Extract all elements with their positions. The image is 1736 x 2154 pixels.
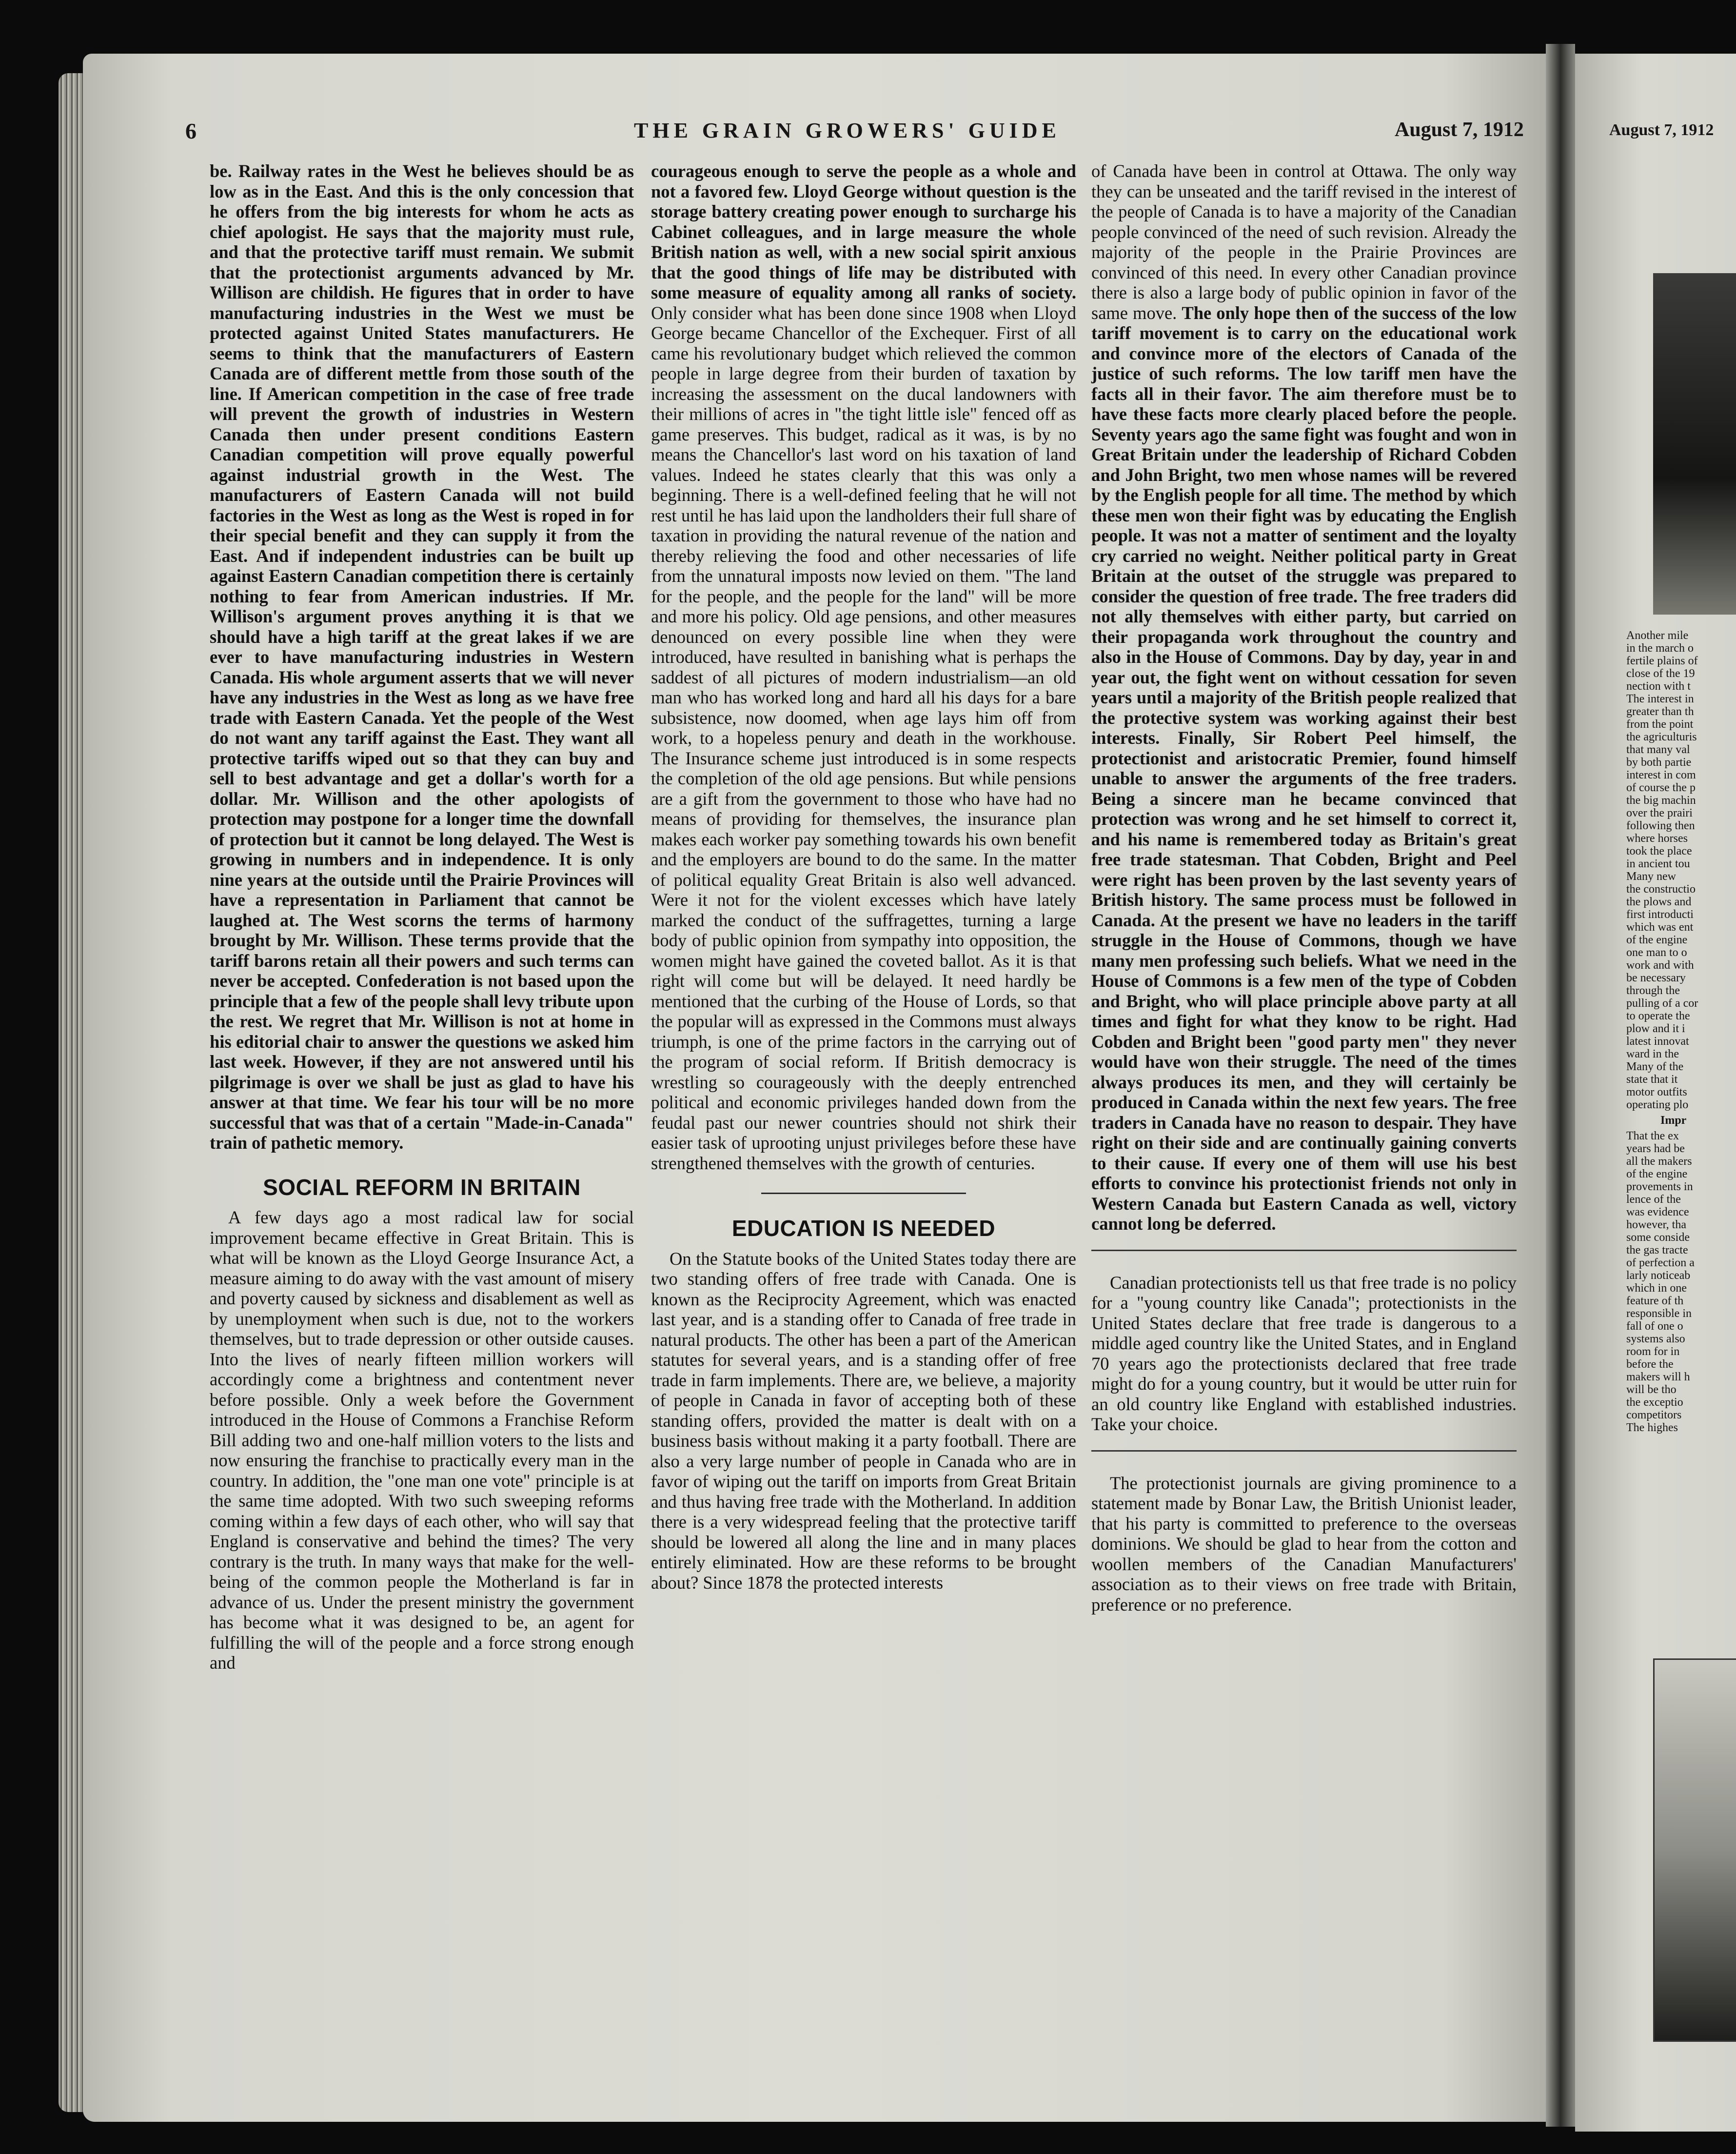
next-page-line: nection with t	[1626, 680, 1691, 693]
next-page-line: responsible in	[1626, 1307, 1692, 1320]
next-page-line: which in one	[1626, 1282, 1687, 1295]
column-1	[210, 161, 634, 1673]
next-page-line: greater than th	[1626, 705, 1694, 718]
page-number: 6	[185, 119, 197, 143]
next-page-line: through the	[1626, 984, 1680, 997]
next-page-line: feature of th	[1626, 1295, 1684, 1307]
next-page-line: That the ex	[1626, 1130, 1679, 1142]
next-page-line: however, tha	[1626, 1218, 1686, 1231]
photo-fragment-top	[1653, 273, 1736, 615]
book-gutter	[1546, 44, 1575, 2127]
next-page-line: makers will h	[1626, 1371, 1690, 1383]
next-page-line: following then	[1626, 819, 1695, 832]
next-page-line: Many new	[1626, 870, 1676, 883]
column-3-body-text: The only hope then of the success of the low tariff movement is to carry on the educational work and convince more of the electors of Canada of the justice of such reforms. The low tariff men have the facts all in their favor. The aim therefore must be to have these facts more clearly placed before the people. Seventy years ago the same fight was fought and won in Great Britain under the leadership of Richard Cobden and John Bright, two men whose names will be revered by the English people for all time. The method by which these men won their fight was by educating the English people. It was not a matter of sentiment and the loyalty cry carried no weight. Neither political party in Great Britain at the outset of the struggle was prepared to consider the question of free trade. The free traders did not ally themselves with either party, but carried on their propaganda work throughout the country and also in the House of Commons. Day by day, year in and year out, the fight went on without cessation for seven years until a majority of the British people realized that the protective system was working against their best interests. Finally, Sir Robert Peel himself, the protectionist and aristocratic Premier, found himself unable to answer the arguments of the free traders. Being a sincere man he became convinced that protection was wrong and he set himself to correct it, and his name is remembered today as Britain's great free trade statesman. That Cobden, Bright and Peel were right has been proven by the last seventy years of British history. The same process must be followed in Canada. At the present we have no leaders in the tariff struggle in the House of Commons, though we have many men professing such beliefs. What we need in the House of Commons is a few men of the type of Cobden and Bright, who will place principle above party at all times and fight for what they know to be right. Had Cobden and Bright been "good party men" they never would have won their struggle. The need of the times always produces its men, and they will certainly be produced in Canada within the next few years. The free traders in Canada have no reason to despair. They have right on their side and are continually gaining converts to their cause. If every one of them will use his best efforts to convince his protectionist friends not only in Western Canada but Eastern Canada as well, victory cannot long be deferred.	[1091, 302, 1517, 1234]
next-page-date: August 7, 1912	[1609, 121, 1714, 139]
next-page-heading: Impr	[1660, 1114, 1687, 1127]
next-page-line: was evidence	[1626, 1206, 1689, 1218]
next-page-line: plow and it i	[1626, 1022, 1685, 1035]
next-page-line: The highes	[1626, 1421, 1678, 1434]
next-page-line: fall of one o	[1626, 1320, 1683, 1333]
next-page-line: before the	[1626, 1358, 1674, 1371]
next-page-line: the big machin	[1626, 794, 1696, 807]
social-reform-article: A few days ago a most radical law for social improvement became effective in Great Britain. This is what will be known as the Lloyd George Insurance Act, a measure aiming to do away with the vast amount of misery and poverty caused by sickness and disablement as well as by unemployment when such is due, not to the workers themselves, but to trade depression or other outside causes. Into the lives of nearly fifteen million workers will accordingly come a brightness and contentment never before possible. Only a week before the Government introduced in the House of Commons a Franchise Reform Bill adding two and one-half million voters to the lists and now ensuring the franchise to practically every man in the country. In addition, the "one man one vote" principle is at the same time adopted. With two such sweeping reforms coming within a few days of each other, who will say that England is conservative and behind the times? The very contrary is the truth. In many ways that make for the well-being of the common people the Motherland is far in advance of us. Under the present ministry the government has become what it was designed to be, an agent for fulfilling the will of the people and a force strong enough and	[210, 1207, 634, 1673]
education-article: On the Statute books of the United States today there are two standing offers of free trade with Canada. One is known as the Reciprocity Agreement, which was enacted last year, and is a standing offer to Canada of free trade in natural products. The other has been a part of the American statutes for several years, and is a standing offer of free trade in farm implements. There are, we believe, a majority of people in Canada in favor of accepting both of these standing offers, provided the matter is dealt with on a business basis without making it a party football. There are also a very large number of people in Canada who are in favor of wiping out the tariff on imports from Great Britain and thus having free trade with the Motherland. In addition there is a very widespread feeling that the protective tariff should be lowered all along the line and in many places entirely eliminated. How are these reforms to be brought about? Since 1878 the protected interests	[651, 1248, 1076, 1593]
bonar-law-paragraph: The protectionist journals are giving prominence to a statement made by Bonar Law, the British Unionist leader, that his party is committed to preference to the overseas dominions. We should be glad to hear from the cotton and woollen members of the Canadian Manufacturers' association as to their views on free trade with Britain, preference or no preference.	[1091, 1473, 1517, 1615]
next-page-line: close of the 19	[1626, 667, 1695, 680]
next-page-line: in ancient tou	[1626, 858, 1690, 870]
next-page-line: work and with	[1626, 959, 1694, 972]
next-page-line: pulling of a cor	[1626, 997, 1698, 1010]
next-page-line: interest in com	[1626, 769, 1696, 781]
next-page-line: room for in	[1626, 1345, 1680, 1358]
next-page-line: which was ent	[1626, 921, 1694, 934]
next-page-line: of the engine	[1626, 934, 1688, 946]
heading-education-needed: EDUCATION IS NEEDED	[731, 1216, 996, 1241]
next-page-line: the constructio	[1626, 883, 1696, 896]
next-page-line: provements in	[1626, 1180, 1693, 1193]
next-page-line: the gas tracte	[1626, 1244, 1688, 1256]
next-page-line: from the point	[1626, 718, 1694, 731]
column-2-lead-text: courageous enough to serve the people as a whole and not a favored few. Lloyd George without question is the storage battery creating power enough to surcharge his Cabinet colleagues, and in large measure the whole British nation as well, with a new social spirit anxious that the good things of life may be distributed with some measure of equality among all ranks of society.	[651, 161, 1076, 302]
column-3-lead-text: of Canada have been in control at Ottawa. The only way they can be unseated and the tariff revised in the interest of the people of Canada is to have a majority of the Canadian people convinced of the need of such revision. Already the majority of the people in the Prairie Provinces are convinced of this need. In every other Canadian province there is also a large body of public opinion in favor of the same move.	[1091, 161, 1517, 323]
next-page-line: The interest in	[1626, 693, 1694, 705]
next-page-line: the agriculturis	[1626, 731, 1697, 743]
next-page-line: fertile plains of	[1626, 655, 1698, 667]
next-page-line: lence of the	[1626, 1193, 1681, 1206]
next-page-line: state that it	[1626, 1073, 1678, 1086]
column-1-continued-text: be. Railway rates in the West he believes should be as low as in the East. And this is the only concession that he offers from the big interests for whom he acts as chief apologist. He says that the majority must rule, and that the protective tariff must remain. We submit that the protectionist arguments advanced by Mr. Willison are childish. He figures that in order to have manufacturing industries in the West we must be protected against United States manufacturers. He seems to think that the manufacturers of Eastern Canada are of different mettle from those south of the line. If American competition in the case of free trade will prevent the growth of industries in Western Canada then under present conditions Eastern Canadian competition will prove equally powerful against industrial growth in the West. The manufacturers of Eastern Canada will not build factories in the West as long as the West is roped in for their special benefit and they can supply it from the East. And if independent industries can be built up against Eastern Canadian competition there is certainly nothing to fear from American industries. If Mr. Willison's argument proves anything it is that we should have a high tariff at the great lakes if we are ever to have manufacturing industries in Western Canada. His whole argument asserts that we will never have any industries in the West as long as we have free trade with Eastern Canada. Yet the people of the West do not want any tariff against the East. They want all protective tariffs wiped out so that they can buy and sell to best advantage and get a dollar's worth for a dollar. Mr. Willison and the other apologists of protection may postpone for a longer time the downfall of protection but it cannot be long delayed. The West is growing in numbers and in independence. It is only nine years at the outside until the Prairie Provinces will have a representation in Parliament that cannot be laughed at. The West scorns the terms of harmony brought by Mr. Willison. These terms provide that the tariff barons retain all their powers and such terms can never be accepted. Confederation is not based upon the principle that a few of the people shall levy tribute upon the rest. We regret that Mr. Willison is not at home in his editorial chair to answer the questions we asked him last week. However, if they are not answered until his pilgrimage is over we shall be just as glad to have his answer at that time. We fear his tour will be no more successful that was that of a certain "Made-in-Canada" train of pathetic memory.	[210, 161, 634, 1153]
section-divider	[761, 1193, 966, 1194]
heading-social-reform: SOCIAL REFORM IN BRITAIN	[263, 1174, 581, 1200]
next-page-line: motor outfits	[1626, 1086, 1687, 1098]
next-page-line: operating plo	[1626, 1098, 1689, 1111]
next-page-line: of perfection a	[1626, 1256, 1695, 1269]
next-page-line: of the engine	[1626, 1168, 1688, 1180]
next-page-lines	[1626, 629, 1736, 1111]
next-page-line: years had be	[1626, 1142, 1685, 1155]
next-page-line: of course the p	[1626, 781, 1696, 794]
masthead: THE GRAIN GROWERS' GUIDE	[634, 119, 1061, 142]
column-3	[1091, 161, 1517, 1615]
next-page-line: Another mile	[1626, 629, 1689, 642]
next-page-line: by both partie	[1626, 756, 1692, 769]
next-page-line: ward in the	[1626, 1048, 1679, 1060]
issue-date: August 7, 1912	[1395, 119, 1524, 141]
next-page-line: to operate the	[1626, 1010, 1690, 1022]
next-page-text-fragment	[1626, 629, 1736, 1434]
next-page-line: Many of the	[1626, 1060, 1684, 1073]
next-page-line: systems also	[1626, 1333, 1685, 1345]
next-page-line: over the prairi	[1626, 807, 1693, 819]
next-page-line: the exceptio	[1626, 1396, 1683, 1409]
next-page-line: be necessary	[1626, 972, 1686, 984]
next-page-line: competitors	[1626, 1409, 1682, 1421]
paragraph-divider	[1091, 1250, 1517, 1251]
next-page-line: took the place	[1626, 845, 1692, 858]
column-2-body-text: Only consider what has been done since 1908 when Lloyd George became Chancellor of the Exchequer. First of all came his revolutionary budget which relieved the common people in large degree from their burden of taxation by increasing the assessment on the ducal landowners with their millions of acres in "the tight little isle" fenced off as game preserves. This budget, radical as it was, is by no means the Chancellor's last word on his taxation of land values. Indeed he states clearly that this was only a beginning. There is a well-defined feeling that he will not rest until he has laid upon the landholders their full share of taxation in providing the natural revenue of the nation and thereby relieving the food and other necessaries of life from the unnatural imposts now levied on them. "The land for the people, and the people for the land" will be more and more his policy. Old age pensions, and other measures denounced on every possible line when they were introduced, have resulted in banishing what is perhaps the saddest of all pictures of modern industrialism—an old man who has worked long and hard all his days for a bare subsistence, now doomed, when age lays him off from work, to a hopeless penury and death in the workhouse. The Insurance scheme just introduced is in some respects the completion of the old age pensions. But while pensions are a gift from the government to those who have had no means of providing for themselves, the insurance plan makes each worker pay something towards his own benefit and the employers are bound to do the same. In the matter of political equality Great Britain is also well advanced. Were it not for the violent excesses which have lately marked the conduct of the suffragettes, turning a large body of public opinion from sympathy into opposition, the women might have gained the coveted ballot. As it is that right will come but will be delayed. It need hardly be mentioned that the curbing of the House of Lords, so that the popular will as expressed in the Commons must always triumph, is one of the prime factors in the carrying out of the program of social reform. If British democracy is wrestling so courageously with the deeply entrenched political and economic privileges handed down from the feudal past our newer countries should not shirk their easier task of uprooting unjust privileges before these have strengthened themselves with the growth of centuries.	[651, 302, 1076, 1173]
next-page-line: first introducti	[1626, 908, 1694, 921]
next-page-line: latest innovat	[1626, 1035, 1689, 1048]
photo-fragment-bottom	[1653, 1658, 1736, 2042]
next-page-line: all the makers	[1626, 1155, 1692, 1168]
next-page-line: will be tho	[1626, 1383, 1677, 1396]
next-page-line: some conside	[1626, 1231, 1690, 1244]
next-page-lines-2	[1626, 1130, 1736, 1434]
next-page-line: in the march o	[1626, 642, 1694, 655]
next-page-line: one man to o	[1626, 946, 1687, 959]
paragraph-divider-2	[1091, 1450, 1517, 1452]
page-header	[0, 113, 1736, 152]
column-2	[651, 161, 1076, 1593]
protectionists-paragraph: Canadian protectionists tell us that free trade is no policy for a "young country like Canada"; protectionists in the United States declare that free trade is dangerous to a middle aged country like the United States, and in England 70 years ago the protectionists declared that free trade might do for a young country, but it would be utter ruin for an old country like England with established industries. Take your choice.	[1091, 1272, 1517, 1434]
next-page-line: that many val	[1626, 743, 1690, 756]
next-page-line: larly noticeab	[1626, 1269, 1691, 1282]
next-page-line: where horses	[1626, 832, 1688, 845]
next-page-line: the plows and	[1626, 896, 1692, 908]
